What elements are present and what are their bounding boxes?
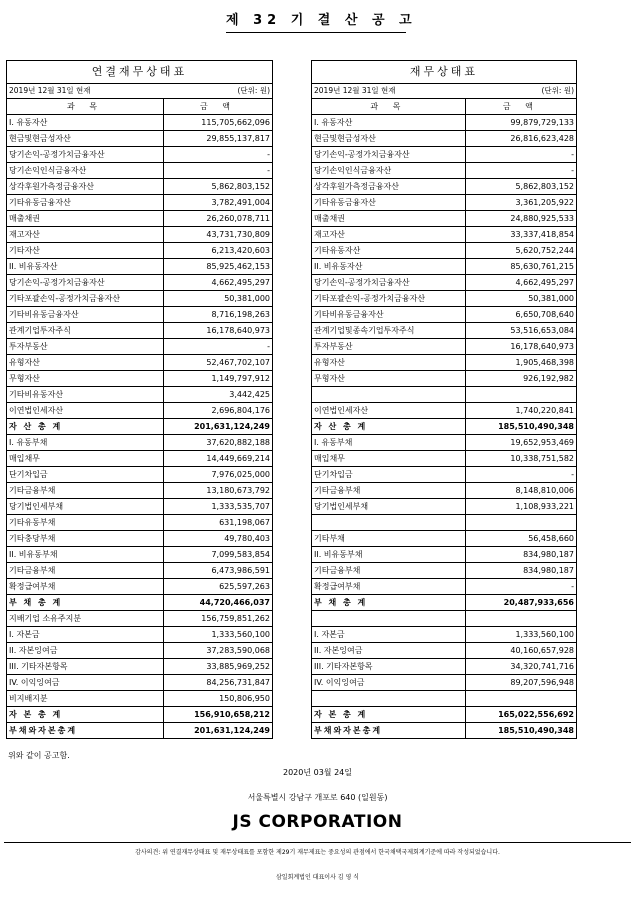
account-label: 기타유동금융자산: [312, 195, 466, 211]
account-label: 지배기업 소유주지분: [7, 611, 164, 627]
table-row: [312, 403, 577, 419]
account-amount: 185,510,490,348: [465, 419, 576, 435]
account-amount: 1,333,560,100: [465, 627, 576, 643]
account-label: 기타비유동자산: [7, 387, 164, 403]
table-row: [7, 163, 273, 179]
account-label: 기타금융부채: [7, 483, 164, 499]
table-row: [312, 259, 577, 275]
account-label: IV. 이익잉여금: [312, 675, 466, 691]
account-amount: 44,720,466,037: [163, 595, 272, 611]
account-label: II. 비유동부채: [312, 547, 466, 563]
account-amount: 20,487,933,656: [465, 595, 576, 611]
table-row: [7, 643, 273, 659]
table-row: [312, 339, 577, 355]
account-label: 확정급여부채: [312, 579, 466, 595]
table-row: [312, 195, 577, 211]
account-label: 유형자산: [7, 355, 164, 371]
account-amount: 3,442,425: [163, 387, 272, 403]
account-amount: 10,338,751,582: [465, 451, 576, 467]
account-label: 기타금융부채: [7, 563, 164, 579]
account-label: II. 자본잉여금: [312, 643, 466, 659]
account-label: II. 비유동자산: [7, 259, 164, 275]
account-label: 당기손익-공정가치금융자산: [312, 275, 466, 291]
account-label: 현금및현금성자산: [7, 131, 164, 147]
account-label: 단기차입금: [7, 467, 164, 483]
total-row: [7, 723, 273, 739]
account-label: 당기손익인식금융자산: [312, 163, 466, 179]
account-label: 현금및현금성자산: [312, 131, 466, 147]
account-amount: 201,631,124,249: [163, 723, 272, 739]
table-row: [7, 195, 273, 211]
account-amount: 19,652,953,469: [465, 435, 576, 451]
account-label: 당기법인세부채: [7, 499, 164, 515]
account-amount: 156,910,658,212: [163, 707, 272, 723]
consolidated-balance-sheet: [6, 60, 273, 739]
account-amount: 50,381,000: [465, 291, 576, 307]
account-amount: 33,885,969,252: [163, 659, 272, 675]
account-label: 무형자산: [312, 371, 466, 387]
account-amount: 6,213,420,603: [163, 243, 272, 259]
account-amount: 37,620,882,188: [163, 435, 272, 451]
account-amount: -: [465, 467, 576, 483]
account-label: 부 채 총 계: [7, 595, 164, 611]
account-amount: 115,705,662,096: [163, 115, 272, 131]
account-label: I. 유동부채: [7, 435, 164, 451]
account-label: 재고자산: [7, 227, 164, 243]
as-of-date: 2019년 12월 31일 현재: [314, 86, 396, 95]
company-address: 서울특별시 강남구 개포로 640 (일원동): [247, 793, 388, 802]
table-row: [312, 659, 577, 675]
auditor-signature: 삼일회계법인 대표이사 김 영 식: [276, 874, 359, 881]
separate-balance-sheet: [311, 60, 577, 739]
account-amount: 6,473,986,591: [163, 563, 272, 579]
account-label: 당기손익-공정가치금융자산: [7, 147, 164, 163]
table-row: [312, 307, 577, 323]
announcement-note: 위와 같이 공고함.: [8, 751, 70, 760]
table-row: [7, 531, 273, 547]
account-amount: 8,148,810,006: [465, 483, 576, 499]
table-row: [312, 467, 577, 483]
account-amount: 13,180,673,792: [163, 483, 272, 499]
account-amount: 4,662,495,297: [163, 275, 272, 291]
account-amount: 3,782,491,004: [163, 195, 272, 211]
account-label: 관계기업및종속기업투자주식: [312, 323, 466, 339]
account-label: 유형자산: [312, 355, 466, 371]
table-row: [312, 355, 577, 371]
account-amount: 49,780,403: [163, 531, 272, 547]
account-amount: 99,879,729,133: [465, 115, 576, 131]
account-amount: 3,361,205,922: [465, 195, 576, 211]
account-label: I. 유동자산: [7, 115, 164, 131]
table-row: [7, 355, 273, 371]
account-amount: 16,178,640,973: [163, 323, 272, 339]
account-label: II. 비유동자산: [312, 259, 466, 275]
announcement-date: 2020년 03월 24일: [283, 768, 352, 777]
table-row: [312, 227, 577, 243]
account-amount: 85,925,462,153: [163, 259, 272, 275]
account-label: 당기손익인식금융자산: [7, 163, 164, 179]
account-label: III. 기타자본항목: [312, 659, 466, 675]
table-row: [7, 403, 273, 419]
account-label: 기타자산: [7, 243, 164, 259]
account-amount: 834,980,187: [465, 563, 576, 579]
account-amount: 37,283,590,068: [163, 643, 272, 659]
account-amount: 156,759,851,262: [163, 611, 272, 627]
account-label: 기타충당부채: [7, 531, 164, 547]
account-label: I. 유동부채: [312, 435, 466, 451]
account-amount: 29,855,137,817: [163, 131, 272, 147]
account-amount: 150,806,950: [163, 691, 272, 707]
table-row: [7, 179, 273, 195]
account-amount: -: [465, 147, 576, 163]
company-name: JS CORPORATION: [232, 812, 403, 832]
account-label: 이연법인세자산: [312, 403, 466, 419]
account-amount: 165,022,556,692: [465, 707, 576, 723]
total-row: [312, 723, 577, 739]
table-row: [7, 547, 273, 563]
table-row: [312, 675, 577, 691]
table-row: [7, 691, 273, 707]
account-amount: 16,178,640,973: [465, 339, 576, 355]
account-amount: 625,597,263: [163, 579, 272, 595]
account-label: II. 비유동부채: [7, 547, 164, 563]
account-amount: 43,731,730,809: [163, 227, 272, 243]
account-label: 단기차입금: [312, 467, 466, 483]
account-label: 매입채무: [312, 451, 466, 467]
table-row: [7, 627, 273, 643]
total-row: [312, 419, 577, 435]
account-label: 자 본 총 계: [312, 707, 466, 723]
account-label: [312, 691, 466, 707]
account-amount: 26,260,078,711: [163, 211, 272, 227]
account-amount: 52,467,702,107: [163, 355, 272, 371]
table-row: [7, 515, 273, 531]
account-amount: 1,108,933,221: [465, 499, 576, 515]
as-of-date: 2019년 12월 31일 현재: [9, 86, 91, 95]
account-amount: 8,716,198,263: [163, 307, 272, 323]
account-label: II. 자본잉여금: [7, 643, 164, 659]
table-row: [312, 643, 577, 659]
statement-subheader: [6, 83, 273, 98]
table-row: [312, 291, 577, 307]
account-amount: [465, 515, 576, 531]
table-row: [7, 467, 273, 483]
account-label: [312, 611, 466, 627]
account-amount: 7,976,025,000: [163, 467, 272, 483]
table-row: [312, 547, 577, 563]
account-label: 부채와자본총계: [7, 723, 164, 739]
table-row: [7, 611, 273, 627]
table-row: [7, 259, 273, 275]
table-row: [312, 563, 577, 579]
account-amount: 56,458,660: [465, 531, 576, 547]
account-amount: 201,631,124,249: [163, 419, 272, 435]
table-row: [312, 435, 577, 451]
table-row: [7, 371, 273, 387]
account-amount: 53,516,653,084: [465, 323, 576, 339]
table-row: [7, 243, 273, 259]
account-label: 기타비유동금융자산: [7, 307, 164, 323]
table-row: [7, 323, 273, 339]
account-amount: 6,650,708,640: [465, 307, 576, 323]
account-label: [312, 515, 466, 531]
table-row: [312, 275, 577, 291]
account-amount: -: [163, 147, 272, 163]
account-label: 확정급여부채: [7, 579, 164, 595]
account-label: 기타금융부채: [312, 483, 466, 499]
account-amount: 926,192,982: [465, 371, 576, 387]
account-amount: 34,320,741,716: [465, 659, 576, 675]
table-row: [7, 659, 273, 675]
account-amount: -: [465, 163, 576, 179]
account-label: 기타금융부채: [312, 563, 466, 579]
account-amount: 84,256,731,847: [163, 675, 272, 691]
table-row: [312, 147, 577, 163]
table-row: [312, 531, 577, 547]
account-amount: [465, 611, 576, 627]
account-label: 매출채권: [7, 211, 164, 227]
account-amount: 5,862,803,152: [163, 179, 272, 195]
total-row: [312, 595, 577, 611]
account-label: 무형자산: [7, 371, 164, 387]
account-label: IV. 이익잉여금: [7, 675, 164, 691]
table-row: [7, 579, 273, 595]
account-amount: -: [163, 163, 272, 179]
statement-heading: 재무상태표: [311, 60, 577, 83]
account-label: 관계기업투자주식: [7, 323, 164, 339]
table-row: [312, 611, 577, 627]
table-row: [312, 579, 577, 595]
account-amount: 1,905,468,398: [465, 355, 576, 371]
account-label: 부 채 총 계: [312, 595, 466, 611]
account-label: 재고자산: [312, 227, 466, 243]
table-row: [312, 323, 577, 339]
account-amount: 185,510,490,348: [465, 723, 576, 739]
account-label: III. 기타자본항목: [7, 659, 164, 675]
table-row: [312, 179, 577, 195]
column-header-account: 과 목: [7, 99, 164, 115]
table-row: [312, 499, 577, 515]
column-header-amount: 금 액: [465, 99, 576, 115]
account-label: 비지배지분: [7, 691, 164, 707]
table-row: [7, 147, 273, 163]
table-row: [7, 387, 273, 403]
column-header-row: [7, 99, 273, 115]
account-label: 기타비유동금융자산: [312, 307, 466, 323]
account-amount: 1,333,535,707: [163, 499, 272, 515]
table-row: [7, 131, 273, 147]
statement-heading: 연결재무상태표: [6, 60, 273, 83]
account-label: 당기손익-공정가치금융자산: [7, 275, 164, 291]
account-label: 매출채권: [312, 211, 466, 227]
total-row: [312, 707, 577, 723]
table-row: [7, 563, 273, 579]
table-row: [7, 227, 273, 243]
table-row: [312, 627, 577, 643]
account-amount: 33,337,418,854: [465, 227, 576, 243]
table-row: [7, 451, 273, 467]
footer-divider: [4, 842, 631, 843]
table-row: [312, 115, 577, 131]
account-label: [312, 387, 466, 403]
account-label: 이연법인세자산: [7, 403, 164, 419]
account-amount: 7,099,583,854: [163, 547, 272, 563]
account-label: I. 자본금: [312, 627, 466, 643]
account-label: 자 산 총 계: [312, 419, 466, 435]
account-amount: 26,816,623,428: [465, 131, 576, 147]
table-row: [312, 483, 577, 499]
statement-subheader: [311, 83, 577, 98]
account-label: 기타유동부채: [7, 515, 164, 531]
table-row: [312, 243, 577, 259]
account-amount: 40,160,657,928: [465, 643, 576, 659]
total-row: [7, 707, 273, 723]
column-header-amount: 금 액: [163, 99, 272, 115]
unit-label: (단위: 원): [237, 86, 270, 95]
table-row: [312, 131, 577, 147]
table-row: [7, 339, 273, 355]
account-amount: 834,980,187: [465, 547, 576, 563]
account-amount: 2,696,804,176: [163, 403, 272, 419]
table-row: [312, 371, 577, 387]
account-amount: 5,620,752,244: [465, 243, 576, 259]
account-label: 상각후원가측정금융자산: [7, 179, 164, 195]
account-label: 기타포괄손익-공정가치금융자산: [312, 291, 466, 307]
account-label: 자 본 총 계: [7, 707, 164, 723]
unit-label: (단위: 원): [541, 86, 574, 95]
account-label: 기타유동자산: [312, 243, 466, 259]
total-row: [7, 595, 273, 611]
account-label: 투자부동산: [7, 339, 164, 355]
table-row: [312, 691, 577, 707]
account-amount: [465, 387, 576, 403]
page-title: 제 32 기 결 산 공 고: [226, 10, 406, 33]
account-label: 투자부동산: [312, 339, 466, 355]
account-label: I. 유동자산: [312, 115, 466, 131]
account-amount: 5,862,803,152: [465, 179, 576, 195]
table-row: [312, 515, 577, 531]
account-amount: 14,449,669,214: [163, 451, 272, 467]
balance-table: [6, 98, 273, 739]
account-amount: 24,880,925,533: [465, 211, 576, 227]
table-row: [312, 387, 577, 403]
table-row: [312, 211, 577, 227]
column-header-row: [312, 99, 577, 115]
account-label: 상각후원가측정금융자산: [312, 179, 466, 195]
account-amount: -: [163, 339, 272, 355]
audit-opinion: 감사의견: 위 연결재무상태표 및 재무상태표를 포함한 제29기 재무제표는 중요성의 관점에서 한국채택국제회계기준에 따라 작성되었습니다.: [135, 849, 500, 856]
table-row: [7, 115, 273, 131]
account-label: I. 자본금: [7, 627, 164, 643]
account-label: 매입채무: [7, 451, 164, 467]
account-label: 당기손익-공정가치금융자산: [312, 147, 466, 163]
table-row: [312, 451, 577, 467]
account-amount: 1,740,220,841: [465, 403, 576, 419]
balance-table: [311, 98, 577, 739]
table-row: [7, 307, 273, 323]
table-row: [7, 675, 273, 691]
table-row: [7, 483, 273, 499]
account-label: 당기법인세부채: [312, 499, 466, 515]
table-row: [7, 275, 273, 291]
table-row: [312, 163, 577, 179]
account-label: 기타유동금융자산: [7, 195, 164, 211]
account-amount: 631,198,067: [163, 515, 272, 531]
table-row: [7, 211, 273, 227]
account-label: 기타포괄손익-공정가치금융자산: [7, 291, 164, 307]
table-row: [7, 291, 273, 307]
table-row: [7, 435, 273, 451]
account-amount: [465, 691, 576, 707]
account-amount: 1,149,797,912: [163, 371, 272, 387]
account-label: 부채와자본총계: [312, 723, 466, 739]
account-amount: 89,207,596,948: [465, 675, 576, 691]
total-row: [7, 419, 273, 435]
account-amount: 4,662,495,297: [465, 275, 576, 291]
account-amount: 1,333,560,100: [163, 627, 272, 643]
account-amount: 85,630,761,215: [465, 259, 576, 275]
account-label: 기타부채: [312, 531, 466, 547]
account-amount: -: [465, 579, 576, 595]
account-amount: 50,381,000: [163, 291, 272, 307]
account-label: 자 산 총 계: [7, 419, 164, 435]
table-row: [7, 499, 273, 515]
column-header-account: 과 목: [312, 99, 466, 115]
